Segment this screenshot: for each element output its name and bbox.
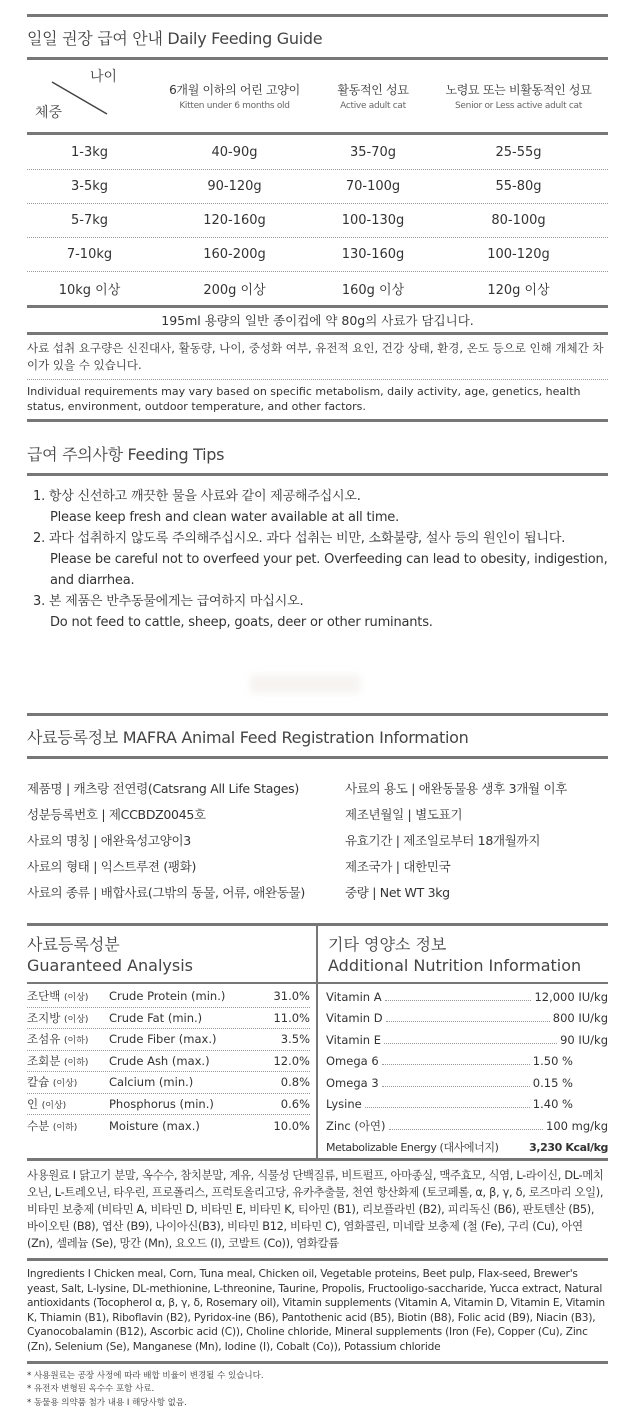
- analysis-row: 수분 (이하) Moisture (max.) 10.0%: [27, 1118, 310, 1133]
- nutrition-row: Vitamin D 800 IU/kg: [326, 1011, 608, 1026]
- reg-country: 제조국가 | 대한민국: [345, 859, 451, 874]
- reg-product-name: 제품명 | 캐츠랑 전연령(Catsrang All Life Stages): [27, 781, 299, 796]
- tip-ko: 2. 과다 섭취하지 않도록 주의해주십시오. 과다 섭취는 비만, 소화불량, 설사 등의 원인이 됩니다.: [33, 531, 566, 546]
- nutrition-row: Zinc (아연) 100 mg/kg: [326, 1118, 608, 1133]
- reg-usage: 사료의 용도 | 애완동물용 생후 3개월 이후: [345, 781, 568, 796]
- cup-note: 195ml 용량의 일반 종이컵에 약 80g의 사료가 담깁니다.: [161, 313, 474, 328]
- tip-en: Do not feed to cattle, sheep, goats, deer or other ruminants.: [50, 615, 433, 630]
- spacer: [27, 633, 608, 713]
- note-korean: 사료 섭취 요구량은 신진대사, 활동량, 나이, 중성화 여부, 유전적 요인, 건강 상태, 환경, 온도 등으로 인해 개체간 차이가 있을 수 있습니다.: [27, 341, 604, 372]
- corner-weight-label: 체중: [35, 105, 63, 121]
- feeding-tips-title: 급여 주의사항 Feeding Tips: [27, 445, 225, 464]
- footnote: * 유전자 변형된 옥수수 포함 사료.: [27, 1384, 155, 1395]
- analysis-row: 칼슘 (이상) Calcium (min.) 0.8%: [27, 1072, 310, 1094]
- tip-ko: 1. 항상 신선하고 깨끗한 물을 사료와 같이 제공해주십시오.: [33, 489, 361, 504]
- nutrition-row: Vitamin A 12,000 IU/kg: [326, 989, 608, 1004]
- tip-ko: 3. 본 제품은 반추동물에게는 급여하지 마십시오.: [33, 594, 304, 609]
- column-senior: 노령묘 또는 비활동적인 성묘 Senior or Less active adult cat: [445, 83, 592, 111]
- nutrition-row: Omega 3 0.15 %: [326, 1075, 573, 1090]
- reg-type: 사료의 종류 | 배합사료(그밖의 동물, 어류, 애완동물): [27, 885, 305, 900]
- column-kitten: 6개월 이하의 어린 고양이 Kitten under 6 months old: [169, 83, 300, 111]
- corner-cell: [27, 62, 152, 130]
- footnotes: [27, 1364, 608, 1411]
- nutrition-row: Omega 6 1.50 %: [326, 1054, 573, 1069]
- feeding-table-header: [27, 60, 608, 132]
- ingredients-korean: 사용원료 I 닭고기 분말, 옥수수, 참치분말, 계유, 식물성 단백질류, 비트펄프, 아마종실, 맥주효모, 식염, L-라이신, DL-메치오닌, L-트레오닌, 타우린, 프로폴리스, 프럭토올리고당, 유카추출물, 천연 항산화제 (토코페롤, α, β, γ, δ, 로즈마리 오일), 비타민 보충제 (비타민 A, 비타민 D, 비타민 E, 비타민 K, 티아민 (B1), 리보플라빈 (B2), 피리독신 (B6), 판토텐산 (B5), 바이오틴 (B8), 엽산 (B9), 나이아신(B3), 비타민 B12, 비타민 C), 염화콜린, 미네랄 보충제 (철 (Fe), 구리 (Cu), 아연 (Zn), 셀레늄 (Se), 망간 (Mn), 요오드 (I), 코발트 (Co)), 염화칼륨: [27, 1169, 604, 1250]
- reg-expiry: 유효기간 | 제조일로부터 18개월까지: [345, 833, 541, 848]
- table-row: 1-3kg 40-90g 35-70g 25-55g: [70, 144, 542, 160]
- reg-number: 성분등록번호 | 제CCBDZ0045호: [27, 807, 206, 822]
- analysis-row: 조섬유 (이하) Crude Fiber (max.) 3.5%: [27, 1029, 310, 1051]
- table-row: 7-10kg 160-200g 130-160g 100-120g: [27, 237, 608, 271]
- table-row: 3-5kg 90-120g 70-100g 55-80g: [27, 169, 608, 203]
- analysis-row: 조단백 (이상) Crude Protein (min.) 31.0%: [27, 986, 310, 1008]
- page: [27, 0, 608, 1420]
- nutrition-table: [318, 984, 608, 1158]
- nutrition-row: Lysine 1.40 %: [326, 1097, 573, 1112]
- ingredients-english: Ingredients I Chicken meal, Corn, Tuna meal, Chicken oil, Vegetable proteins, Beet pulp, Flax-seed, Brewer's yeast, Salt, L-lysine, DL-methionine, L-threonine, Taurine, Propolis, Fructooligo-saccharide, Yucca extract, Natural antioxidants (Tocopherol α, β, γ, δ, Rosemary oil), Vitamin supplements (Vitamin A, Vitamin D, Vitamin E, Vitamin K, Thiamin (B1), Riboflavin (B2), Pyridox-ine (B6), Pantothenic acid (B5), Biotin (B8), Folic acid (B9), Niacin (B3), Cyanocobalamin (B12), Ascorbic acid (C)), Choline chloride, Mineral supplements (Iron (Fe), Copper (Cu), Zinc (Zn), Selenium (Se), Manganese (Mn), Iodine (I), Cobalt (Co)), Potassium chloride: [27, 1268, 605, 1353]
- analysis-header: [27, 926, 608, 982]
- analysis-row: 조지방 (이상) Crude Fat (min.) 11.0%: [27, 1008, 310, 1030]
- feeding-table-body: [27, 135, 608, 305]
- reg-form: 사료의 형태 | 익스트루젼 (팽화): [27, 859, 197, 874]
- analysis-body: [27, 984, 608, 1158]
- analysis-row: 인 (이상) Phosphorus (min.) 0.6%: [27, 1094, 310, 1116]
- footnote: * 사용원료는 공장 사정에 따라 배합 비율이 변경될 수 있습니다.: [27, 1370, 264, 1381]
- reg-weight: 중량 | Net WT 3kg: [345, 885, 450, 900]
- tip-en: Please be careful not to overfeed your pet. Overfeeding can lead to obesity, indigestion, and diarrhea.: [50, 552, 608, 588]
- feeding-guide-title: 일일 권장 급여 안내 Daily Feeding Guide: [27, 29, 323, 48]
- footnote: * 동물용 의약품 첨가 내용 I 해당사항 없음.: [27, 1397, 187, 1408]
- column-active: 활동적인 성묘 Active adult cat: [337, 83, 409, 111]
- registration-info: [27, 759, 608, 923]
- table-row: 5-7kg 120-160g 100-130g 80-100g: [27, 203, 608, 237]
- reg-manufacture-date: 제조년월일 | 별도표기: [345, 807, 463, 822]
- corner-age-label: 나이: [90, 69, 118, 85]
- registration-title: 사료등록정보 MAFRA Animal Feed Registration Information: [27, 728, 469, 747]
- nutrition-title: 기타 영양소 정보 Additional Nutrition Information: [328, 935, 582, 975]
- note-english: Individual requirements may vary based on specific metabolism, daily activity, age, genetics, health status, environment, outdoor temperature, and other factors.: [27, 385, 581, 413]
- analysis-title: 사료등록성분 Guaranteed Analysis: [27, 926, 318, 982]
- analysis-table: [27, 984, 318, 1158]
- nutrition-row: Vitamin E 90 IU/kg: [326, 1032, 608, 1047]
- reg-feed-name: 사료의 명칭 | 애완육성고양이3: [27, 833, 191, 848]
- energy-row: Metabolizable Energy (대사에너지) 3,230 Kcal/kg: [326, 1140, 608, 1155]
- feeding-tips-list: [27, 476, 608, 633]
- analysis-row: 조회분 (이하) Crude Ash (max.) 12.0%: [27, 1051, 310, 1073]
- tip-en: Please keep fresh and clean water available at all time.: [50, 510, 400, 525]
- table-row: 10kg 이상 200g 이상 160g 이상 120g 이상: [27, 271, 608, 305]
- faded-logo: [250, 675, 360, 693]
